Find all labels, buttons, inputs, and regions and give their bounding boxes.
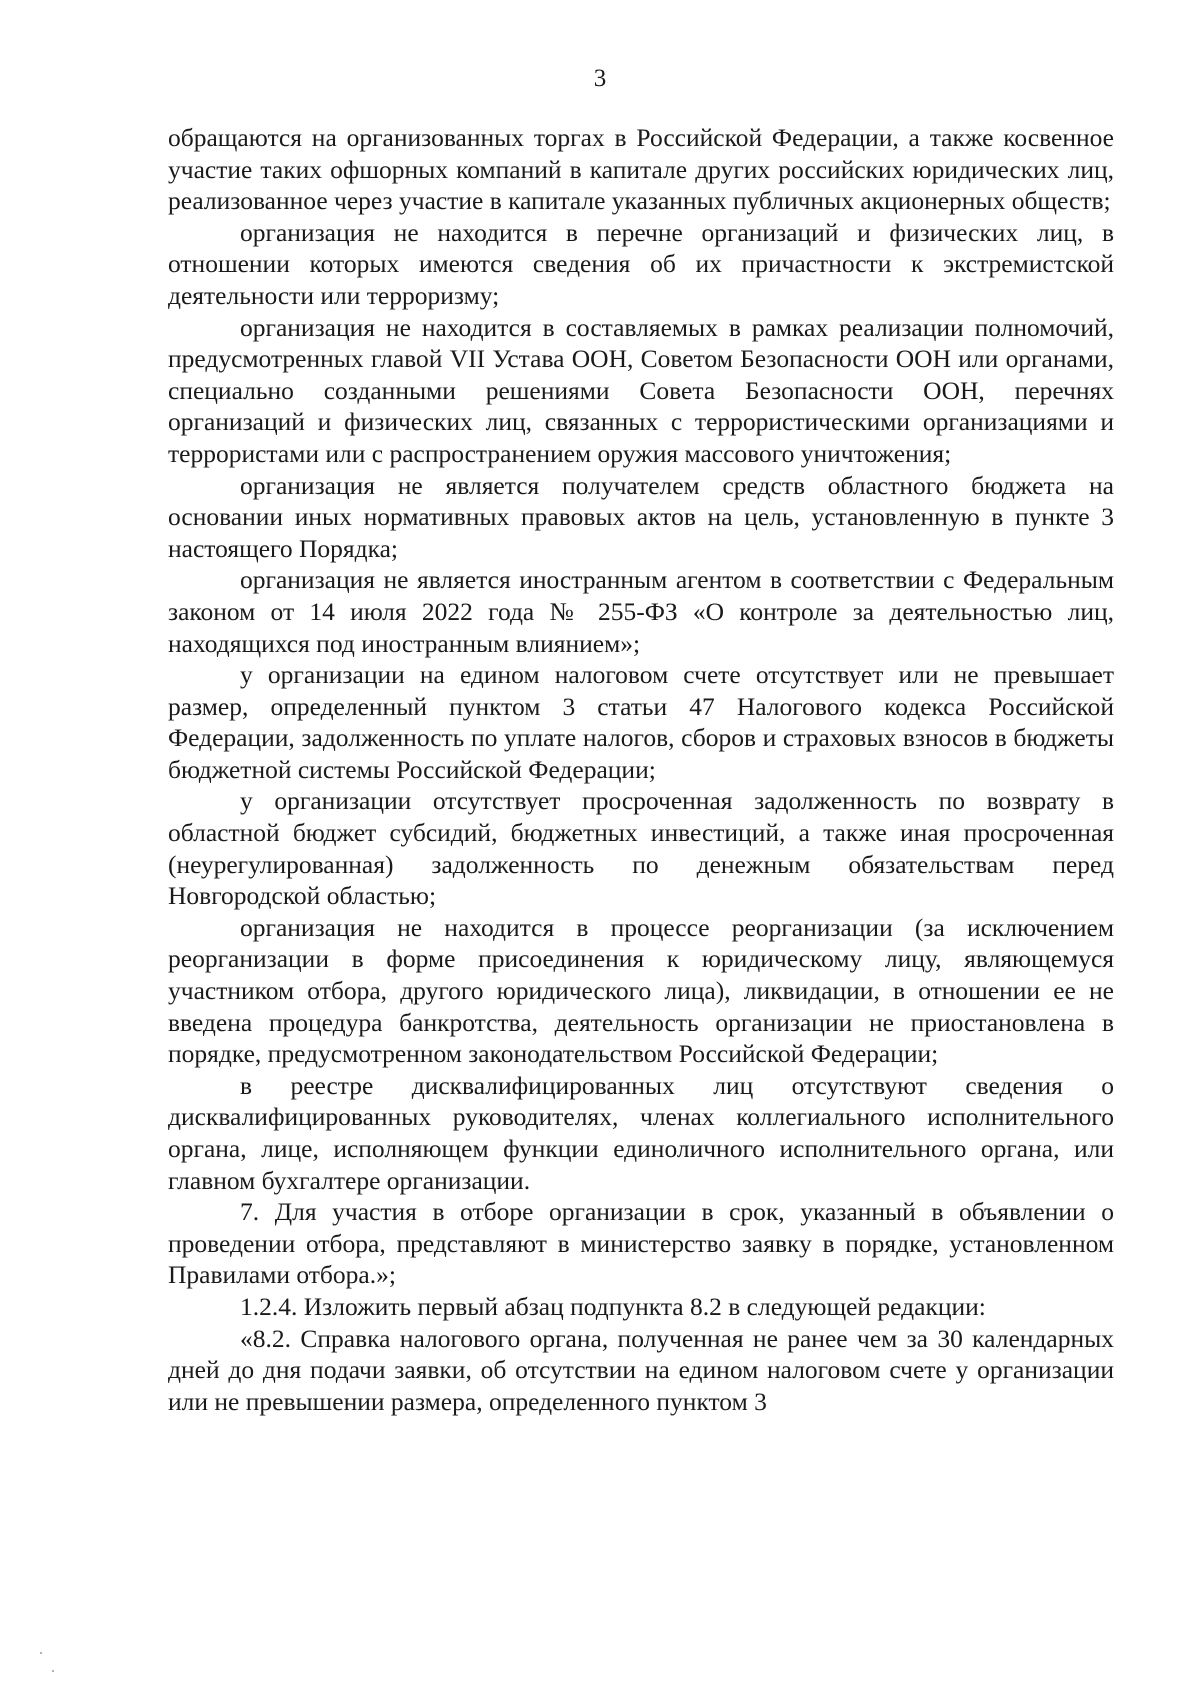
paragraph-item-8-2: «8.2. Справка налогового органа, полученная не ранее чем за 30 календарных дней до дня подачи заявки, об отсутствии на едином налоговом счете у организации или не превышении размера, определенного пунктом 3 [168,1323,1114,1416]
paragraph-item-1-2-4: 1.2.4. Изложить первый абзац подпункта 8.2 в следующей редакции: [240,1291,986,1321]
paragraph-reorganization: организация не находится в процессе реорганизации (за исключением реорганизации в форме присоединения к юридическому лицу, являющемуся участником отбора, другого юридического лица), ликвидации, в отношении ее не введена процедура банкротства, деятельность организации не приостановлена в порядке, предусмотренном законодательством Российской Федерации; [168,912,1114,1069]
scan-speck [52,1670,54,1672]
paragraph-extremism-list: организация не находится в перечне организаций и физических лиц, в отношении которых имеются сведения об их причастности к экстремистской деятельности или терроризму; [168,217,1114,310]
paragraph-item-7: 7. Для участия в отборе организации в срок, указанный в объявлении о проведении отбора, представляют в министерство заявку в порядке, установленном Правилами отбора.»; [168,1197,1114,1290]
paragraph-foreign-agent: организация не является иностранным агентом в соответствии с Федеральным законом от 14 июля 2022 года № 255-ФЗ «О контроле за деятельностью лиц, находящихся под иностранным влиянием»; [168,565,1114,658]
paragraph-disqualified-persons: в реестре дисквалифицированных лиц отсутствуют сведения о дисквалифицированных руководителях, членах коллегиального исполнительного органа, лице, исполняющем функции единоличного исполнительного органа, или главном бухгалтере организации. [168,1070,1114,1195]
document-body [168,122,1114,1417]
paragraph-continuation: обращаются на организованных торгах в Российской Федерации, а также косвенное участие таких офшорных компаний в капитале других российских юридических лиц, реализованное через участие в капитале указанных публичных акционерных обществ; [168,123,1114,216]
paragraph-overdue-debt: у организации отсутствует просроченная задолженность по возврату в областной бюджет субсидий, бюджетных инвестиций, а также иная просроченная (неурегулированная) задолженность по денежным обязательствам перед Новгородской областью; [168,786,1114,911]
page-number: 3 [593,65,607,92]
paragraph-un-sanctions-list: организация не находится в составляемых в рамках реализации полномочий, предусмотренных главой VII Устава ООН, Советом Безопасности ООН или органами, специально созданными решениями Совета Безопасности ООН, перечнях организаций и физических лиц, связанных с террористическими организациями и террористами или с распространением оружия массового уничтожения; [168,312,1114,468]
scan-speck [40,1652,42,1654]
paragraph-budget-recipient: организация не является получателем средств областного бюджета на основании иных нормативных правовых актов на цель, установленную в пункте 3 настоящего Порядка; [168,470,1114,563]
paragraph-tax-debt: у организации на едином налоговом счете отсутствует или не превышает размер, определенный пунктом 3 статьи 47 Налогового кодекса Российской Федерации, задолженность по уплате налогов, сборов и страховых взносов в бюджеты бюджетной системы Российской Федерации; [168,660,1114,784]
